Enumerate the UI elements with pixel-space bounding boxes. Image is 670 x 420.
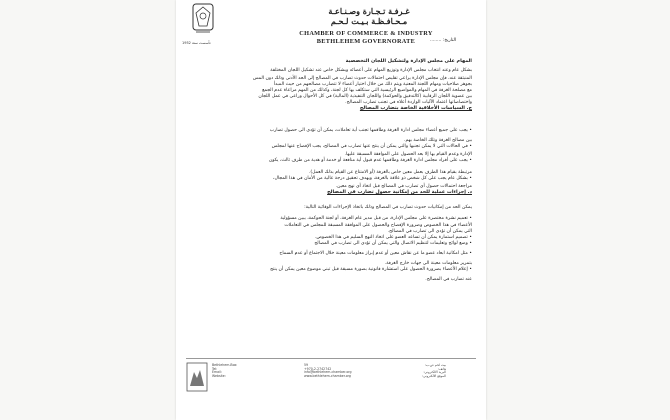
footer-email-link[interactable]: info@bethlehem-chamber.org bbox=[304, 370, 352, 375]
body-text-line: مراجعة احتمالات حصول أي تضارب في المصالح قبل اتخاذ أي نهج معين. bbox=[335, 184, 472, 189]
section-heading: المهام على مجلس الإدارة ولتشكيل اللجان التخصصية bbox=[345, 58, 472, 64]
letterhead bbox=[176, 0, 486, 58]
footer-website-link[interactable]: www.bethlehem-chamber.org bbox=[304, 373, 351, 378]
body-text-line: المنبثقة عنه، فإن مجلس الإدارة يراعي تقليص احتمالات حدوث تضارب في المصالح إلى الحد الأدنى وذلك دون المس bbox=[252, 76, 472, 81]
body-text-line: التي يمكن أن تؤدي الى تضارب في المصالح. bbox=[387, 229, 472, 234]
body-text-line: • يجب على أفراد مجلس ادارة الغرفة وطاقمها عدم قبول أية منافعة أو خدمة أو هدية من طرف ثالث، يكون bbox=[268, 158, 472, 163]
section-heading: د. إجراءات عملية للحد من إمكانية حصول تضارب في المصالح bbox=[327, 189, 472, 195]
footer-en-label: Tel: bbox=[212, 366, 218, 371]
footer-en-label: Email: bbox=[212, 370, 222, 375]
footer-ar-label: بيت لحم ص.ب: bbox=[424, 363, 446, 367]
body-text-line: بين عضوية اللجان الرقابية (كالتدقيق والحوكمة) واللجان التنفيذية (المالية) في كل الأحوال وراعى في عمل اللجان bbox=[258, 94, 472, 99]
body-text-line: • تعميم نشرة مختصرة على مجلس الإدارة، من قبل مدير عام الغرفة، أو لجنة الحوكمة، يبين مسؤولية bbox=[280, 216, 472, 221]
arabic-governorate: مـحـافـظـة بـيـت لـحـم bbox=[330, 16, 408, 26]
footer-en-label: Bethlehem-Box: bbox=[212, 363, 238, 367]
body-text-line: • وضع لوائح وتعليمات لتنظيم الاتصال والتي يمكن أن تؤدي الى تضارب في المصالح bbox=[314, 241, 472, 246]
body-text-line: يمكن الحد من إمكانيات حدوث تضارب في المصالح وذلك باتخاذ الإجراءات الوقائية التالية: bbox=[304, 205, 472, 210]
body-text-line: واختصاصاتها اعتماد الآليات الواردة أعلاه في تجنب تضارب المصالح. bbox=[345, 100, 472, 105]
body-text-line: • تصميم استمارة يمكن أن تساعد العضو على اتخاذ النهج السليم في هذا الخصوص. bbox=[314, 235, 472, 240]
footer-ar-label: الموقع الالكتروني: bbox=[422, 373, 446, 378]
body-text-line: بجوهر صلاحيات ومهام اللجنة المعنية ويتم ذلك من خلال اختيار أعضاء لا تتضارب مصالحهم من حيث المبدأ bbox=[273, 82, 472, 87]
body-text-line: • يجب على جميع أعضاء مجلس ادارة الغرفة وطاقمها تجنب أية تعاملات، يمكن أن تؤدي الى حصول تضارب bbox=[269, 128, 472, 133]
footer-ar-label: هاتف: bbox=[437, 366, 446, 371]
document-page bbox=[176, 0, 486, 420]
footer-value: +970-2-2742742 bbox=[304, 366, 332, 371]
section-heading: ج. السياسات الأخلاقية الخاصة بتضارب المصالح bbox=[359, 105, 472, 111]
body-text-line: • بشكل عام يجب على كل شخص ذو علاقة بالغرفة، ويهدف تحقيق درجة عالية من الأمان في هذا المجال، bbox=[273, 176, 472, 181]
body-text-line: بشكل عام وعند انتخاب مجلس الإدارة وتوزيع المهام على أعضائه وبشكل خاص عند تشكيل اللجان المختلفة bbox=[270, 68, 472, 73]
english-org-name: CHAMBER OF COMMERCE & INDUSTRY bbox=[299, 30, 433, 37]
body-text-line: • إعلام الأعضاء بضرورة الحصول على استشارة قانونية بصورة مسبقة قبل تبني موضوع معين يمكن أن ينتج bbox=[270, 267, 472, 272]
body-text-line: الأعضاء في هذا الخصوص وضرورة الإفصاح والحصول على الموافقة المسبقة للمجلس في التعاملات bbox=[284, 223, 472, 228]
chamber-seal-icon bbox=[190, 2, 216, 38]
footer-en-labels bbox=[212, 364, 237, 378]
body-text-line: • في الحالات التي لا يمكن تجنبها والتي يمكن أن ينتج عنها تضارب في المصالح، يجب الإفصاح عنها لمجلس bbox=[271, 144, 472, 149]
footer-value: 59 bbox=[304, 363, 309, 367]
footer-logo-icon bbox=[186, 362, 208, 392]
arabic-org-name: غـرفـة تـجـارة وصـنـاعـة bbox=[328, 6, 410, 16]
body-text-line: • مثل امكانية ابعاد عضو ما عن نقاش معين أو عدم إبراز معلومات معينة خلال الاجتماع أو عدم السماح bbox=[279, 251, 472, 256]
footer-values bbox=[304, 364, 352, 378]
english-governorate: BETHLEHEM GOVERNORATE bbox=[316, 38, 416, 45]
footer-ar-labels bbox=[422, 364, 446, 378]
date-field: التاريخ: ........ bbox=[430, 38, 457, 43]
body-text-line: بين مصالح الغرفة وتلك الخاصة بهم. bbox=[404, 138, 472, 143]
footer-ar-label: البريد الالكتروني: bbox=[423, 370, 446, 375]
body-text-line: الإدارة وعدم القيام بها إلا بعد الحصول على الموافقة المسبقة عليها. bbox=[344, 152, 472, 157]
body-text-line: بتمرير معلومات معينة الى جهات خارج الغرفة. bbox=[384, 261, 472, 266]
body-text-line: عنه تضارب في المصالح. bbox=[425, 277, 472, 282]
footer-divider bbox=[186, 358, 476, 359]
body-text-line: مع مصلحة الغرفة في المهام والمواضيع الرئيسية التي ستكلف بها كل لجنة، وكذلك من المهم مراعاة عدم الجمع bbox=[262, 88, 472, 93]
footer-en-label: Website: bbox=[212, 373, 226, 378]
body-text-line: مرتبطة بقيام هذا الطرف بعمل معين خاص بالغرفة (أو الامتناع عن القيام بذلك العمل). bbox=[308, 170, 472, 175]
seal-caption: تأسست سنة 1952 bbox=[182, 41, 211, 45]
